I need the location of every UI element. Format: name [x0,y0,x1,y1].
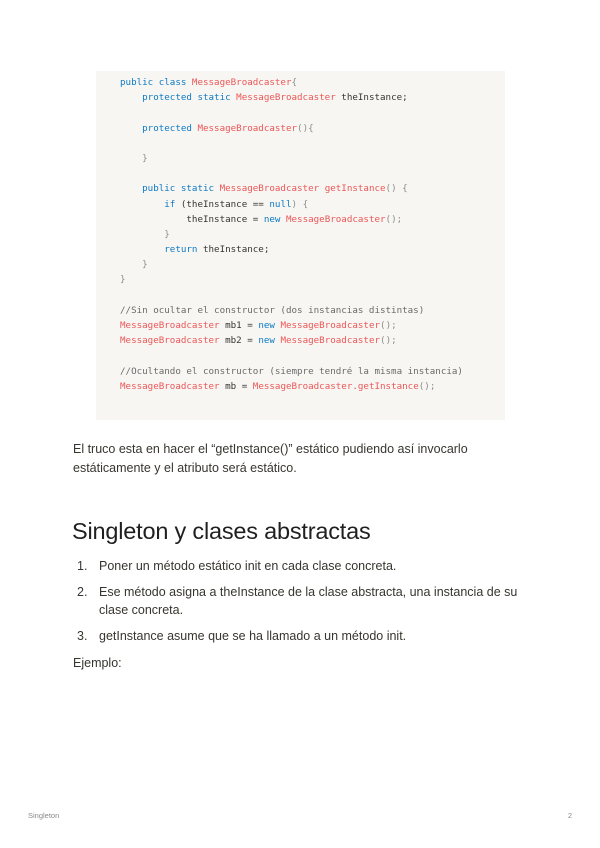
code-token: new [258,320,281,331]
code-token: getInstance [319,183,386,195]
list-text: getInstance asume que se ha llamado a un método init. [99,629,407,643]
code-token: MessageBroadcaster [219,183,320,195]
numbered-list [73,557,533,653]
list-text: Poner un método estático init en cada clase concreta. [99,559,397,573]
code-line [120,364,463,379]
code-token: new [263,213,286,225]
code-token: protected [120,122,198,134]
code-line [120,90,463,105]
code-token: MessageBroadcaster [285,213,386,225]
code-token: public class [120,77,192,88]
code-token: MessageBroadcaster [280,320,381,331]
code-token: mb2 = [219,335,259,347]
code-token: (theInstance == [180,198,270,210]
code-line [120,75,463,90]
code-token: public static [120,183,220,195]
code-token: if [120,198,181,210]
code-token: (); [418,380,436,392]
code-token: theInstance; [202,244,270,256]
code-token: MessageBroadcaster [252,380,353,392]
code-line [120,379,463,394]
code-token: null [269,198,292,210]
code-token: () { [385,183,408,195]
list-number: 1. [77,559,88,573]
code-token: MessageBroadcaster [120,320,220,331]
footer-title: Singleton [28,811,60,820]
code-line [120,303,463,318]
code-token: } [120,259,148,271]
code-line [120,257,463,272]
list-text: Ese método asigna a theInstance de la clase abstracta, una instancia de su clase concreta. [99,585,518,617]
code-token: MessageBroadcaster [120,335,220,347]
code-line [120,166,463,181]
code-token: { [291,77,298,88]
code-token: mb = [219,380,253,392]
code-token: //Sin ocultar el constructor (dos instancias distintas) [120,304,425,316]
code-token: MessageBroadcaster [120,380,220,392]
code-line [120,197,463,212]
code-line [120,212,463,227]
code-token: MessageBroadcaster [280,335,381,347]
code-token: } [120,152,148,164]
code-line [120,151,463,166]
code-block [96,71,505,420]
body-paragraph: El truco esta en hacer el “getInstance()” estático pudiendo así invocarlo estáticamente y el atributo será estático. [73,442,468,475]
list-number: 3. [77,629,88,643]
code-line [120,333,463,348]
example-label: Ejemplo: [73,656,122,670]
code-line [120,181,463,196]
code-line [120,318,463,333]
code-line [120,242,463,257]
code-line [120,348,463,363]
list-item [73,557,533,575]
code-line [120,272,463,287]
code-token: (); [385,213,403,225]
list-number: 2. [77,585,88,599]
list-item [73,583,533,619]
code-line [120,227,463,242]
code-token: //Ocultando el constructor (siempre tendré la misma instancia) [120,365,463,377]
code-token: MessageBroadcaster [197,122,298,134]
footer-page-number: 2 [567,811,572,820]
code-token: theInstance; [335,92,408,104]
code-token: new [258,335,281,347]
code-token: MessageBroadcaster [191,77,292,88]
code-token: protected static [120,92,237,104]
list-item [73,627,533,645]
code-token: (); [380,320,397,331]
code-token: theInstance = [120,213,264,225]
code-token: (); [380,335,397,347]
code-token: (){ [297,122,314,134]
code-token: } [120,274,126,286]
code-token: mb1 = [219,320,259,331]
section-heading: Singleton y clases abstractas [72,518,371,544]
code-token: return [120,244,203,256]
code-line [120,121,463,136]
code-token: MessageBroadcaster [236,92,336,104]
code-content [120,75,463,394]
code-token: .getInstance [352,380,419,392]
code-token: ) { [291,198,309,210]
code-token: } [120,228,170,240]
code-line [120,288,463,303]
code-line [120,105,463,120]
code-line [120,136,463,151]
